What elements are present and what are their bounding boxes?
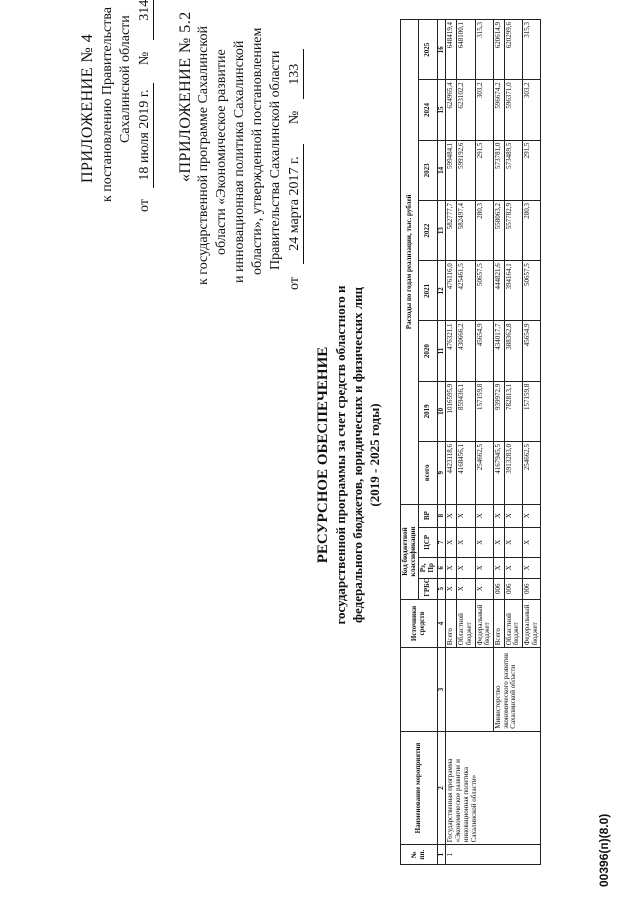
value-cell: 620299,6 <box>504 20 522 80</box>
appendix-date-line <box>137 0 154 212</box>
value-cell: 620614,9 <box>493 20 504 80</box>
value-cell: 291,5 <box>475 140 493 200</box>
col-index: 11 <box>437 321 446 381</box>
col-index: 15 <box>437 80 446 140</box>
col-index: 16 <box>437 20 446 80</box>
appendix2-line-3: и инновационная политика Сахалинской <box>232 40 247 283</box>
kbk-cell: X <box>522 527 540 557</box>
kbk-cell: 006 <box>493 578 504 599</box>
kbk-cell: X <box>475 557 493 578</box>
value-cell: 394164,1 <box>504 261 522 321</box>
row-source: Федеральный бюджет <box>522 599 540 648</box>
value-cell: 599192,6 <box>457 140 475 200</box>
header-grbs: ГРБС <box>419 578 437 599</box>
value-cell: 50657,5 <box>475 261 493 321</box>
value-cell: 425461,5 <box>457 261 475 321</box>
appendix-title: ПРИЛОЖЕНИЕ № 4 <box>79 33 96 183</box>
appendix2-line-4: области», утвержденной постановлением <box>250 27 265 275</box>
col-index: 13 <box>437 200 446 260</box>
value-cell: 782813,1 <box>504 381 522 441</box>
value-cell: 444821,6 <box>493 261 504 321</box>
kbk-cell: X <box>522 504 540 527</box>
appendix2-date: 24 марта 2017 г. <box>287 144 304 264</box>
appendix2-line-1: к государственной программе Сахалинской <box>196 26 211 285</box>
appendix2-from: от <box>287 277 302 290</box>
kbk-cell: X <box>522 557 540 578</box>
value-cell: 45654,9 <box>475 321 493 381</box>
row-source: Всего <box>446 599 457 648</box>
kbk-cell: X <box>504 557 522 578</box>
value-cell: 624965,4 <box>446 80 457 140</box>
value-cell: 4168456,1 <box>457 442 475 505</box>
kbk-cell: X <box>475 527 493 557</box>
value-cell: 582497,4 <box>457 200 475 260</box>
header-executor <box>401 648 438 731</box>
row-source: Областной бюджет <box>457 599 475 648</box>
appendix-date: 18 июля 2019 г. <box>137 83 154 188</box>
kbk-cell: X <box>475 504 493 527</box>
header-total: всего <box>419 442 437 505</box>
value-cell: 596371,0 <box>504 80 522 140</box>
appendix2-line-5: Правительства Сахалинской области <box>268 50 283 270</box>
value-cell: 476116,0 <box>446 261 457 321</box>
value-cell: 50657,5 <box>522 261 540 321</box>
table-row <box>446 20 457 865</box>
kbk-cell: X <box>457 557 475 578</box>
value-cell: 388362,8 <box>504 321 522 381</box>
row-source: Федеральный бюджет <box>475 599 493 648</box>
kbk-cell: X <box>446 578 457 599</box>
document-code: 00396(п)(8.0) <box>597 813 611 887</box>
row-executor-empty <box>446 648 493 731</box>
value-cell: 254662,5 <box>522 442 540 505</box>
heading-line-4: (2019 - 2025 годы) <box>367 403 382 507</box>
col-index: 9 <box>437 442 446 505</box>
value-cell: 3913283,0 <box>504 442 522 505</box>
appendix-line-2: Сахалинской области <box>118 15 133 143</box>
value-cell: 573781,0 <box>493 140 504 200</box>
kbk-cell: X <box>504 504 522 527</box>
header-year-2020: 2020 <box>419 321 437 381</box>
value-cell: 859436,1 <box>457 381 475 441</box>
header-name: Наименование мероприятия <box>401 731 438 845</box>
row-name: Государственная программа «Экономическое развитие и инновационная политика Сахалинской области» <box>446 731 541 845</box>
heading-line-3: федерального бюджетов, юридических и физических лиц <box>350 287 365 623</box>
header-year-2025: 2025 <box>419 20 437 80</box>
value-cell: 623102,2 <box>457 80 475 140</box>
kbk-cell: X <box>493 527 504 557</box>
value-cell: 291,5 <box>522 140 540 200</box>
value-cell: 157159,8 <box>475 381 493 441</box>
appendix2-date-line <box>287 49 304 290</box>
col-index: 1 <box>437 845 446 865</box>
value-cell: 648100,1 <box>457 20 475 80</box>
value-cell: 557782,9 <box>504 200 522 260</box>
row-source: Областной бюджет <box>504 599 522 648</box>
header-rzpr: Рз, Пр <box>419 557 437 578</box>
appendix-line-1: к постановлению Правительства <box>100 6 115 202</box>
value-cell: 280,3 <box>475 200 493 260</box>
value-cell: 1016595,9 <box>446 381 457 441</box>
kbk-cell: X <box>493 557 504 578</box>
resource-table <box>400 19 541 865</box>
heading-line-2: государственной программы за счет средств областного и <box>333 285 348 625</box>
appendix2-title: «ПРИЛОЖЕНИЕ № 5.2 <box>177 11 194 182</box>
appendix-no: № <box>137 51 152 66</box>
row-number: 1 <box>446 845 541 865</box>
col-index: 12 <box>437 261 446 321</box>
header-no: № пп. <box>401 845 438 865</box>
header-year-2024: 2024 <box>419 80 437 140</box>
value-cell: 434017,7 <box>493 321 504 381</box>
header-source: Источники средств <box>401 599 438 648</box>
appendix-from: от <box>137 199 152 212</box>
col-index: 2 <box>437 731 446 845</box>
col-index: 14 <box>437 140 446 200</box>
header-vr: ВР <box>419 504 437 527</box>
value-cell: 254662,5 <box>475 442 493 505</box>
header-year-2022: 2022 <box>419 200 437 260</box>
row-source: Всего <box>493 599 504 648</box>
value-cell: 157159,8 <box>522 381 540 441</box>
kbk-cell: X <box>457 527 475 557</box>
kbk-cell: X <box>446 527 457 557</box>
row-executor: Министерство экономического развития Сахалинской области <box>493 648 540 731</box>
value-cell: 303,2 <box>475 80 493 140</box>
value-cell: 4423118,6 <box>446 442 457 505</box>
appendix2-line-2: области «Экономическое развитие <box>214 49 229 255</box>
header-year-2019: 2019 <box>419 381 437 441</box>
value-cell: 280,3 <box>522 200 540 260</box>
kbk-cell: X <box>475 578 493 599</box>
kbk-cell: X <box>457 504 475 527</box>
kbk-cell: X <box>504 527 522 557</box>
col-index: 3 <box>437 648 446 731</box>
value-cell: 939972,9 <box>493 381 504 441</box>
kbk-cell: X <box>493 504 504 527</box>
col-index: 5 <box>437 578 446 599</box>
column-index-row <box>437 20 446 865</box>
value-cell: 573489,5 <box>504 140 522 200</box>
value-cell: 45654,9 <box>522 321 540 381</box>
value-cell: 315,3 <box>522 20 540 80</box>
kbk-cell: X <box>457 578 475 599</box>
appendix-number: 314 <box>137 0 154 40</box>
value-cell: 599484,1 <box>446 140 457 200</box>
value-cell: 582777,7 <box>446 200 457 260</box>
kbk-cell: 006 <box>522 578 540 599</box>
col-index: 7 <box>437 527 446 557</box>
col-index: 8 <box>437 504 446 527</box>
value-cell: 596674,2 <box>493 80 504 140</box>
col-index: 4 <box>437 599 446 648</box>
appendix2-no: № <box>287 110 302 125</box>
col-index: 6 <box>437 557 446 578</box>
kbk-cell: 006 <box>504 578 522 599</box>
value-cell: 476321,1 <box>446 321 457 381</box>
heading-title: РЕСУРСНОЕ ОБЕСПЕЧЕНИЕ <box>315 346 331 564</box>
value-cell: 4167945,5 <box>493 442 504 505</box>
header-expenses: Расходы по годам реализации, тыс. рублей <box>401 20 419 505</box>
appendix2-number: 133 <box>287 49 304 99</box>
header-csr: ЦСР <box>419 527 437 557</box>
value-cell: 558063,2 <box>493 200 504 260</box>
header-kbk: Код бюджетной классификации <box>401 504 419 599</box>
value-cell: 303,2 <box>522 80 540 140</box>
value-cell: 315,3 <box>475 20 493 80</box>
kbk-cell: X <box>446 557 457 578</box>
value-cell: 430666,2 <box>457 321 475 381</box>
col-index: 10 <box>437 381 446 441</box>
header-year-2023: 2023 <box>419 140 437 200</box>
kbk-cell: X <box>446 504 457 527</box>
value-cell: 648419,4 <box>446 20 457 80</box>
header-year-2021: 2021 <box>419 261 437 321</box>
